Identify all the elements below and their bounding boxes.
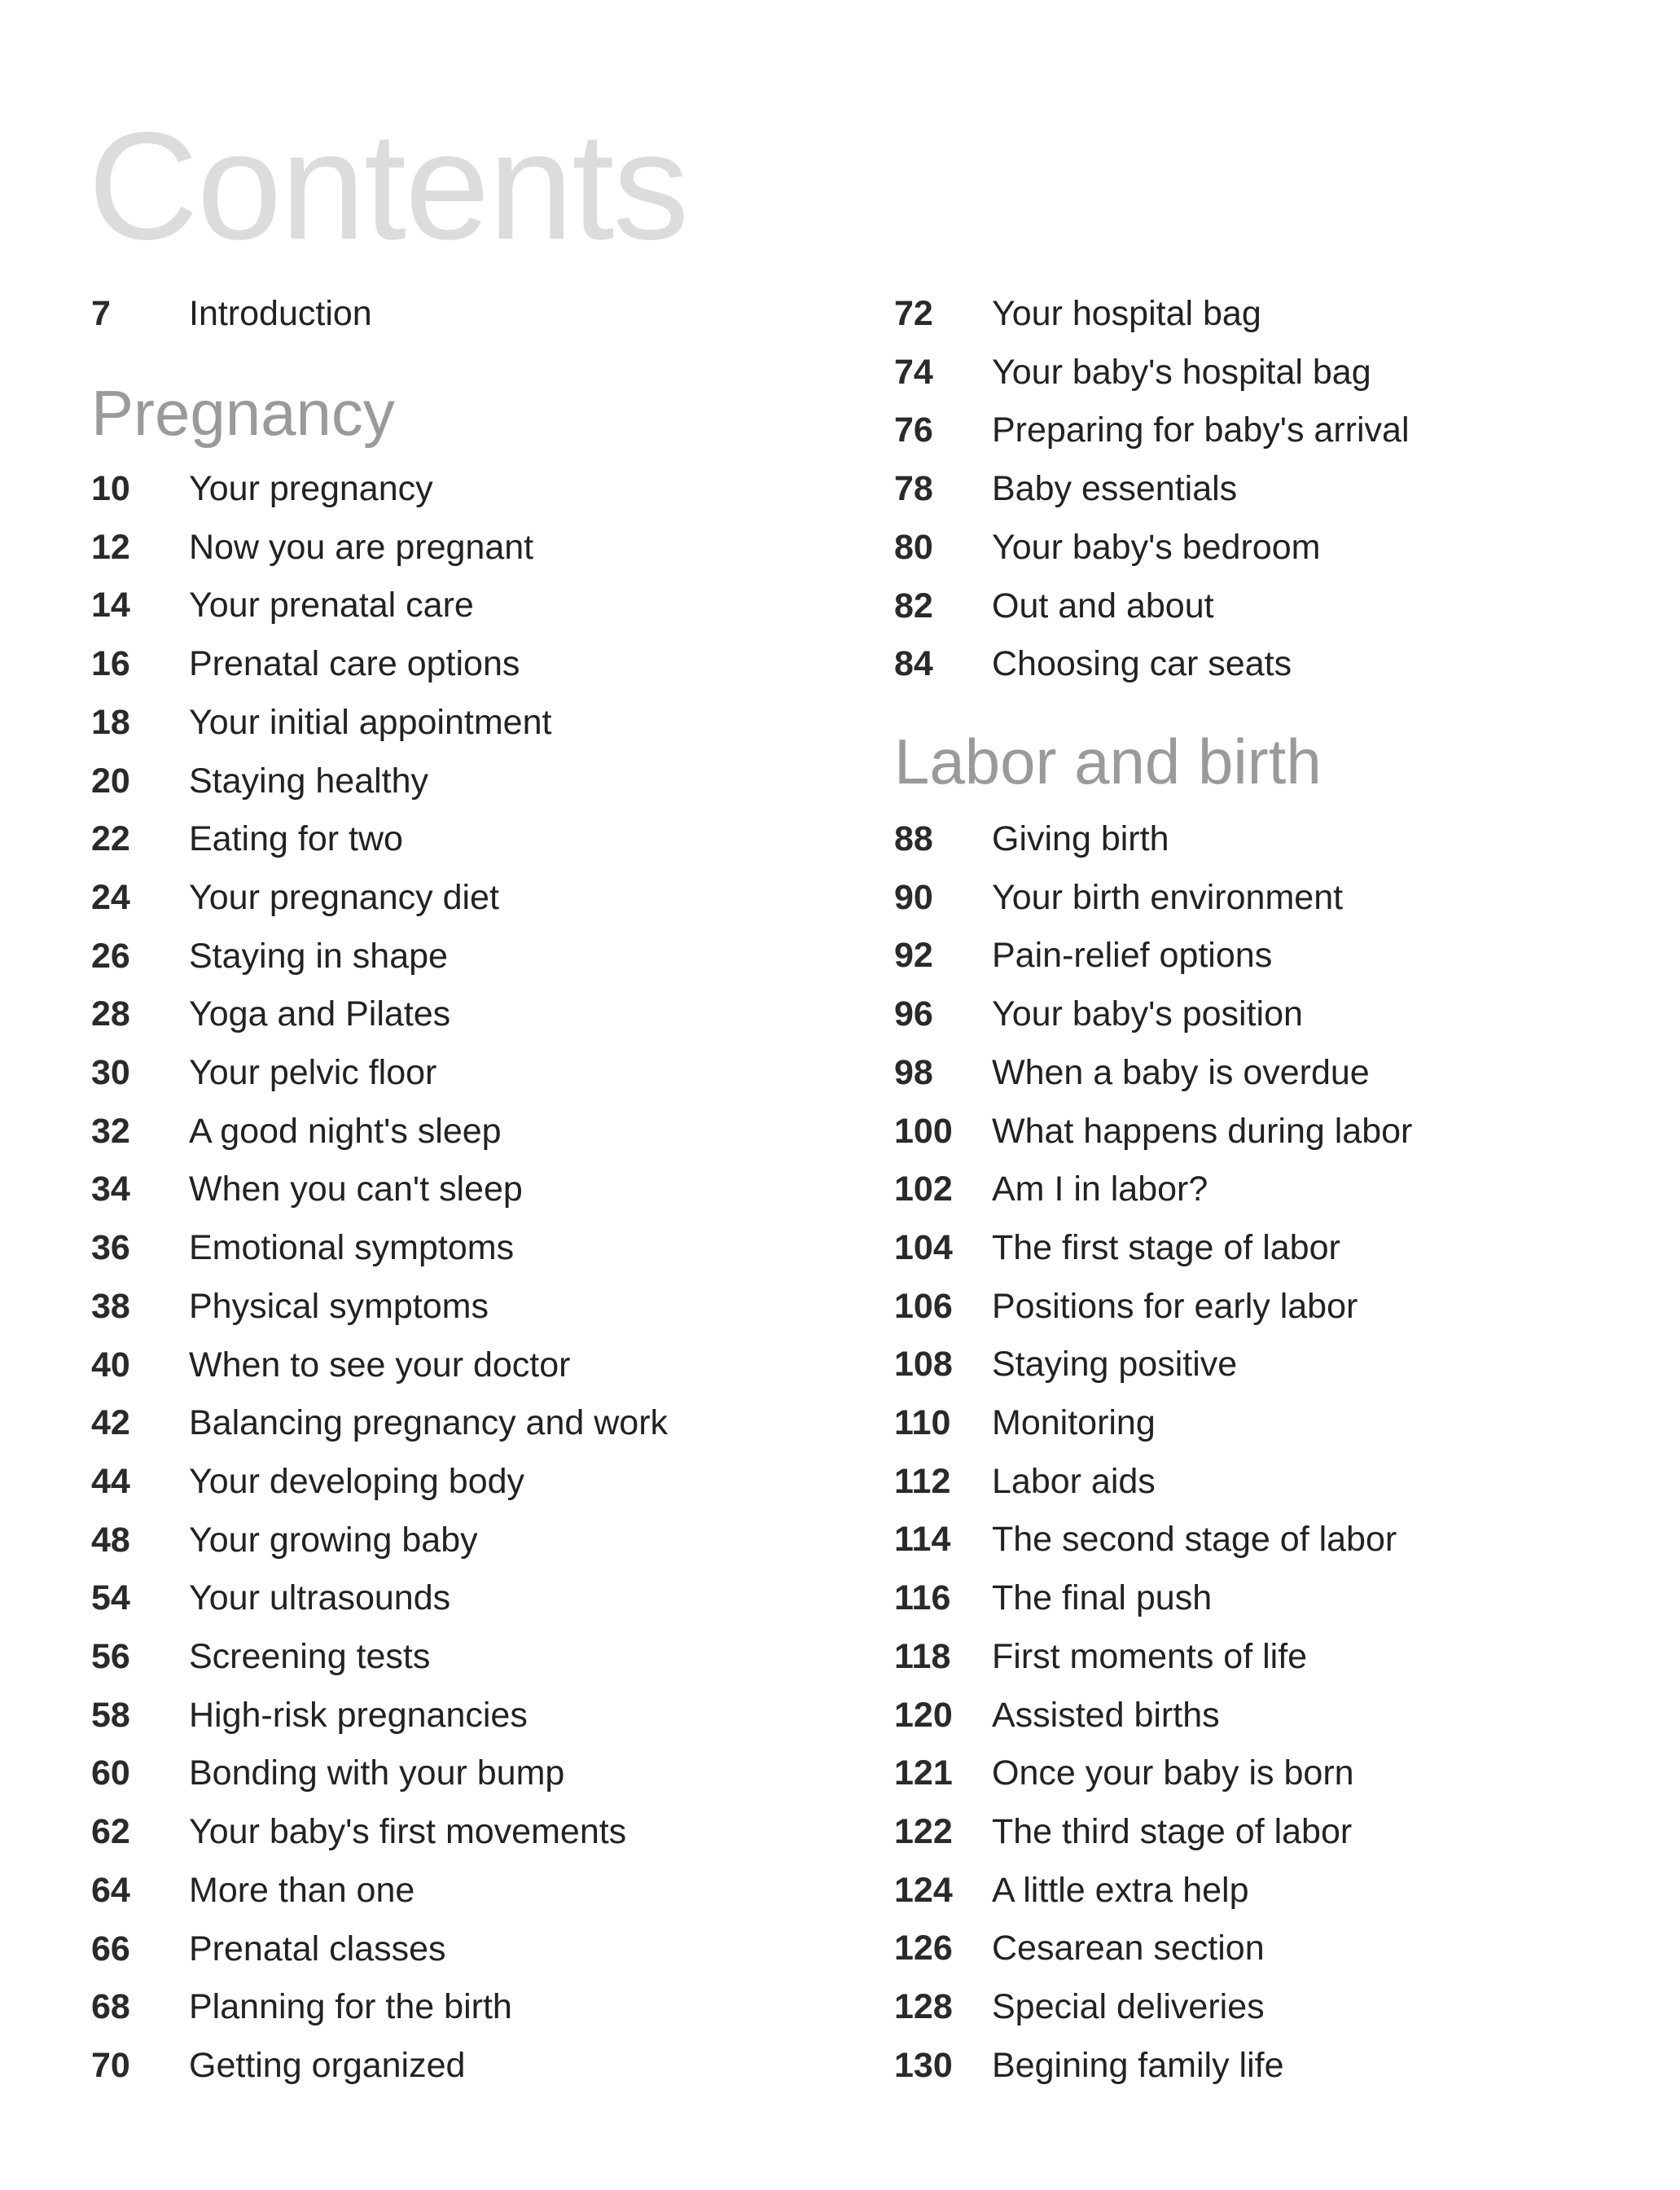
entry-title: Monitoring	[992, 1403, 1156, 1442]
page-number: 34	[91, 1170, 130, 1209]
entry-title: Baby essentials	[992, 469, 1238, 509]
page-number: 60	[91, 1753, 130, 1793]
entry-title: Bonding with your bump	[189, 1753, 565, 1793]
entry-title: Your pregnancy	[189, 469, 433, 508]
entry-title: Your growing baby	[189, 1520, 478, 1560]
page-number: 44	[91, 1461, 130, 1501]
page-number: 68	[91, 1987, 130, 2027]
page-number: 100	[894, 1111, 953, 1151]
page-number: 62	[91, 1812, 130, 1852]
page-number: 114	[894, 1520, 951, 1560]
page-number: 76	[894, 410, 933, 450]
entry-title: Out and about	[992, 586, 1214, 625]
entry-title: Labor aids	[992, 1461, 1156, 1501]
page-number: 128	[894, 1987, 953, 2026]
page-number: 72	[894, 294, 933, 333]
page-number: 126	[894, 1929, 953, 1968]
entry-title: Eating for two	[189, 819, 403, 859]
entry-title: Screening tests	[189, 1637, 431, 1676]
page-number: 66	[91, 1929, 130, 1968]
entry-title: Your prenatal care	[189, 586, 474, 625]
entry-title: Cesarean section	[992, 1929, 1265, 1968]
entry-title: Staying healthy	[189, 761, 429, 801]
entry-title: Yoga and Pilates	[189, 994, 451, 1034]
page-number: 78	[894, 469, 933, 509]
page-number: 104	[894, 1227, 953, 1267]
entry-title: Your pelvic floor	[189, 1053, 437, 1092]
entry-title: Staying in shape	[189, 936, 448, 976]
entry-title: Physical symptoms	[189, 1286, 489, 1326]
entry-title: Your initial appointment	[189, 702, 552, 742]
entry-title: Positions for early labor	[992, 1286, 1358, 1326]
entry-title: Planning for the birth	[189, 1987, 512, 2027]
entry-title: Once your baby is born	[992, 1753, 1354, 1793]
entry-title: Your baby's first movements	[189, 1812, 627, 1852]
entry-title: Balancing pregnancy and work	[189, 1403, 669, 1443]
entry-title: Prenatal care options	[189, 644, 520, 684]
page-number: 70	[91, 2045, 130, 2085]
page-number: 112	[894, 1461, 951, 1501]
entry-title: Assisted births	[992, 1695, 1220, 1735]
entry-title: Introduction	[189, 294, 372, 333]
page-number: 56	[91, 1637, 130, 1676]
page-number: 12	[91, 527, 130, 567]
page-number: 18	[91, 702, 130, 742]
page-number: 118	[894, 1636, 951, 1676]
entry-title: The first stage of labor	[992, 1227, 1340, 1267]
page-number: 48	[91, 1520, 130, 1560]
page-number: 24	[91, 877, 130, 917]
entry-title: The third stage of labor	[992, 1811, 1353, 1851]
page-number: 122	[894, 1811, 953, 1851]
page-number: 42	[91, 1403, 130, 1443]
entry-title: Preparing for baby's arrival	[992, 410, 1410, 450]
page-number: 108	[894, 1345, 953, 1385]
entry-title: When a baby is overdue	[992, 1052, 1370, 1092]
page-number: 14	[91, 586, 130, 625]
page-number: 32	[91, 1111, 130, 1151]
page-number: 84	[894, 644, 933, 684]
page-number: 74	[894, 352, 933, 392]
entry-title: Your developing body	[189, 1461, 525, 1501]
entry-title: Your baby's position	[992, 994, 1303, 1034]
entry-title: Getting organized	[189, 2045, 466, 2085]
page-number: 64	[91, 1870, 130, 1910]
page-number: 102	[894, 1170, 953, 1209]
entry-title: Prenatal classes	[189, 1929, 446, 1968]
entry-title: The final push	[992, 1578, 1213, 1618]
page-number: 98	[894, 1052, 933, 1092]
section-heading-labor-and-birth: Labor and birth	[894, 726, 1322, 797]
page-number: 121	[894, 1753, 953, 1793]
page-number: 116	[894, 1578, 951, 1618]
entry-title: Pain-relief options	[992, 936, 1273, 976]
page-number: 88	[894, 819, 933, 858]
page-number: 7	[91, 294, 111, 333]
entry-title: When you can't sleep	[189, 1170, 523, 1209]
page-number: 58	[91, 1695, 130, 1735]
entry-title: Your birth environment	[992, 877, 1344, 917]
page-number: 40	[91, 1345, 130, 1385]
entry-title: Your baby's hospital bag	[992, 352, 1371, 392]
page-number: 82	[894, 586, 933, 625]
entry-title: Your hospital bag	[992, 294, 1261, 333]
page-number: 22	[91, 819, 130, 859]
entry-title: A good night's sleep	[189, 1111, 502, 1151]
page-number: 120	[894, 1695, 953, 1735]
entry-title: Staying positive	[992, 1345, 1238, 1385]
entry-title: Am I in labor?	[992, 1170, 1208, 1209]
page-number: 92	[894, 936, 933, 976]
page-number: 38	[91, 1286, 130, 1326]
entry-title: Choosing car seats	[992, 644, 1292, 684]
entry-title: High-risk pregnancies	[189, 1695, 528, 1735]
entry-title: Begining family life	[992, 2045, 1284, 2085]
page-number: 96	[894, 994, 933, 1034]
page-number: 10	[91, 469, 130, 508]
page-number: 30	[91, 1053, 130, 1092]
entry-title: Giving birth	[992, 819, 1169, 858]
entry-title: What happens during labor	[992, 1111, 1413, 1151]
page-number: 110	[894, 1403, 951, 1442]
page-title: Contents	[88, 100, 688, 271]
entry-title: The second stage of labor	[992, 1520, 1397, 1560]
page-number: 16	[91, 644, 130, 684]
entry-title: Now you are pregnant	[189, 527, 534, 567]
page-number: 106	[894, 1286, 953, 1326]
page-number: 36	[91, 1228, 130, 1268]
page-number: 26	[91, 936, 130, 976]
entry-title: Your baby's bedroom	[992, 527, 1321, 567]
entry-title: Special deliveries	[992, 1987, 1265, 2026]
page-number: 130	[894, 2045, 953, 2085]
page-number: 54	[91, 1578, 130, 1618]
entry-title: Your ultrasounds	[189, 1578, 451, 1618]
section-heading-pregnancy: Pregnancy	[91, 377, 395, 449]
entry-title: More than one	[189, 1870, 415, 1910]
page-number: 80	[894, 527, 933, 567]
page-number: 90	[894, 877, 933, 917]
entry-title: First moments of life	[992, 1636, 1308, 1676]
entry-title: When to see your doctor	[189, 1345, 571, 1385]
entry-title: Emotional symptoms	[189, 1228, 515, 1268]
page-number: 124	[894, 1870, 953, 1910]
page-number: 28	[91, 994, 130, 1034]
page-number: 20	[91, 761, 130, 801]
entry-title: Your pregnancy diet	[189, 877, 499, 917]
entry-title: A little extra help	[992, 1870, 1249, 1910]
